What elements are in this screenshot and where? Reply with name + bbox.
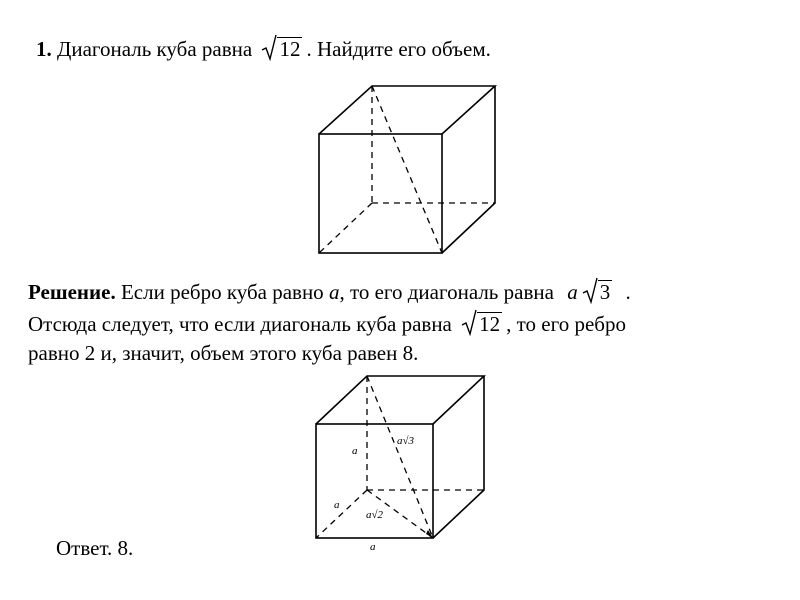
label-bottom-edge: a bbox=[370, 541, 376, 553]
solution-formula-var: a bbox=[567, 280, 578, 304]
solution-line3-text: равно 2 и, значит, объем этого куба равен 8. bbox=[28, 341, 419, 365]
label-base-edge: a bbox=[334, 499, 340, 511]
solution-line1-text2: , то его диагональ равна bbox=[339, 280, 554, 304]
label-space-diagonal: a√3 bbox=[397, 435, 415, 447]
problem-radicand: 12 bbox=[279, 37, 301, 61]
cube-2-hidden-left-bottom bbox=[316, 490, 367, 538]
solution-var-a: a bbox=[328, 280, 340, 304]
solution-radicand-3: 3 bbox=[599, 280, 611, 304]
solution-line2-text: Отсюда следует, что если диагональ куба равна bbox=[28, 312, 452, 336]
answer bbox=[56, 538, 133, 559]
problem-text-before: Диагональ куба равна bbox=[57, 37, 253, 61]
label-edge-vertical: a bbox=[352, 445, 358, 457]
label-face-diagonal: a√2 bbox=[366, 509, 384, 521]
solution-label: Решение. bbox=[28, 280, 116, 304]
solution-line2-text2: , то его ребро bbox=[506, 312, 626, 336]
solution-line1-text: Если ребро куба равно bbox=[120, 280, 324, 304]
problem-text-after: . Найдите его объем. bbox=[306, 37, 491, 61]
cube-2-top-face bbox=[316, 376, 484, 424]
solution-radicand-12: 12 bbox=[479, 312, 501, 336]
problem-number: 1. bbox=[36, 37, 52, 61]
answer-text: Ответ. 8. bbox=[56, 536, 134, 560]
solution-line1-end: . bbox=[625, 280, 631, 304]
